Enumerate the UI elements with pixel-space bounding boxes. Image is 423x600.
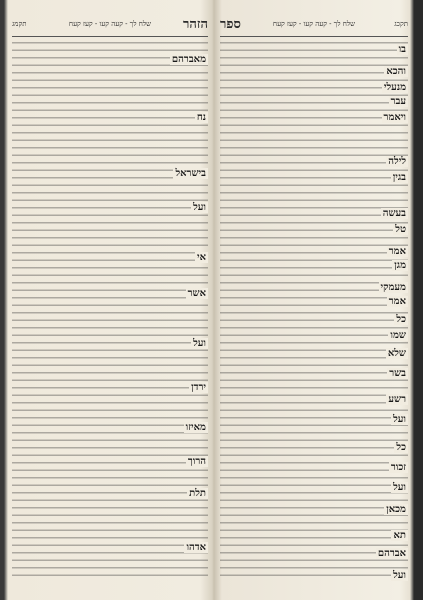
right-heading-8: בעשה [382,208,406,219]
right-heading-2: והכא [386,66,406,77]
left-header-rule [12,36,208,37]
right-heading-9: טל [395,224,406,235]
left-heading-11: תלת [189,488,206,499]
right-heading-15: שמו [390,330,406,341]
right-body-text [220,42,408,580]
right-heading-21: זכור [390,462,406,473]
right-heading-1: בו [398,44,406,55]
left-body-text [12,42,208,580]
right-heading-22: ועל [393,482,406,493]
left-heading-9: מאיזו [185,422,206,433]
right-page [220,0,408,600]
left-heading-12: אדהו [186,542,206,553]
right-heading-4: עבר [390,96,406,107]
left-heading-3: בישראל [175,168,206,179]
left-heading-1: מאברהם [171,54,206,65]
right-heading-10: אמר [388,246,406,257]
right-heading-26: ועל [393,570,406,581]
right-heading-18: רשע [388,394,406,405]
right-header-rule [220,36,408,37]
right-heading-24: תא [393,530,406,541]
left-heading-4: ועל [193,202,206,213]
left-heading-8: ירדן [191,382,206,393]
left-page-number: תקמג [12,20,27,28]
right-page-header-range: שלח לך - קעה קעו - קעז קעח [272,20,356,28]
left-heading-10: הרוך [187,456,206,467]
right-heading-25: אברהם [377,548,406,559]
right-heading-13: אמר [388,296,406,307]
right-page-book-title: ספר [220,17,241,32]
right-heading-23: מכאן [386,504,406,515]
left-page-book-title: הזהר [183,17,208,32]
right-heading-17: בשר [389,368,406,379]
right-heading-12: מעמקי [380,282,406,293]
left-page [12,0,208,600]
right-heading-7: בגין [392,172,406,183]
right-heading-14: כל [396,314,406,325]
right-heading-11: מגן [394,260,406,271]
left-text-block [12,42,208,580]
left-page-header [12,18,208,34]
right-text-block [220,42,408,580]
right-page-number: תקכג [394,20,408,28]
left-page-header-range: שלח לך - קעה קעו - קעז קעח [68,20,152,28]
left-heading-2: נח [196,112,206,123]
right-page-header [220,18,408,34]
right-heading-3: מנעלי [383,82,406,93]
right-heading-19: ועל [393,414,406,425]
left-heading-6: אשר [187,288,206,299]
right-heading-5: ויאמר [383,112,406,123]
right-heading-16: שלא [387,348,406,359]
right-heading-20: כל [396,442,406,453]
left-heading-5: אי [196,252,206,263]
left-heading-7: ועל [193,338,206,349]
right-heading-6: לילה [388,156,406,167]
